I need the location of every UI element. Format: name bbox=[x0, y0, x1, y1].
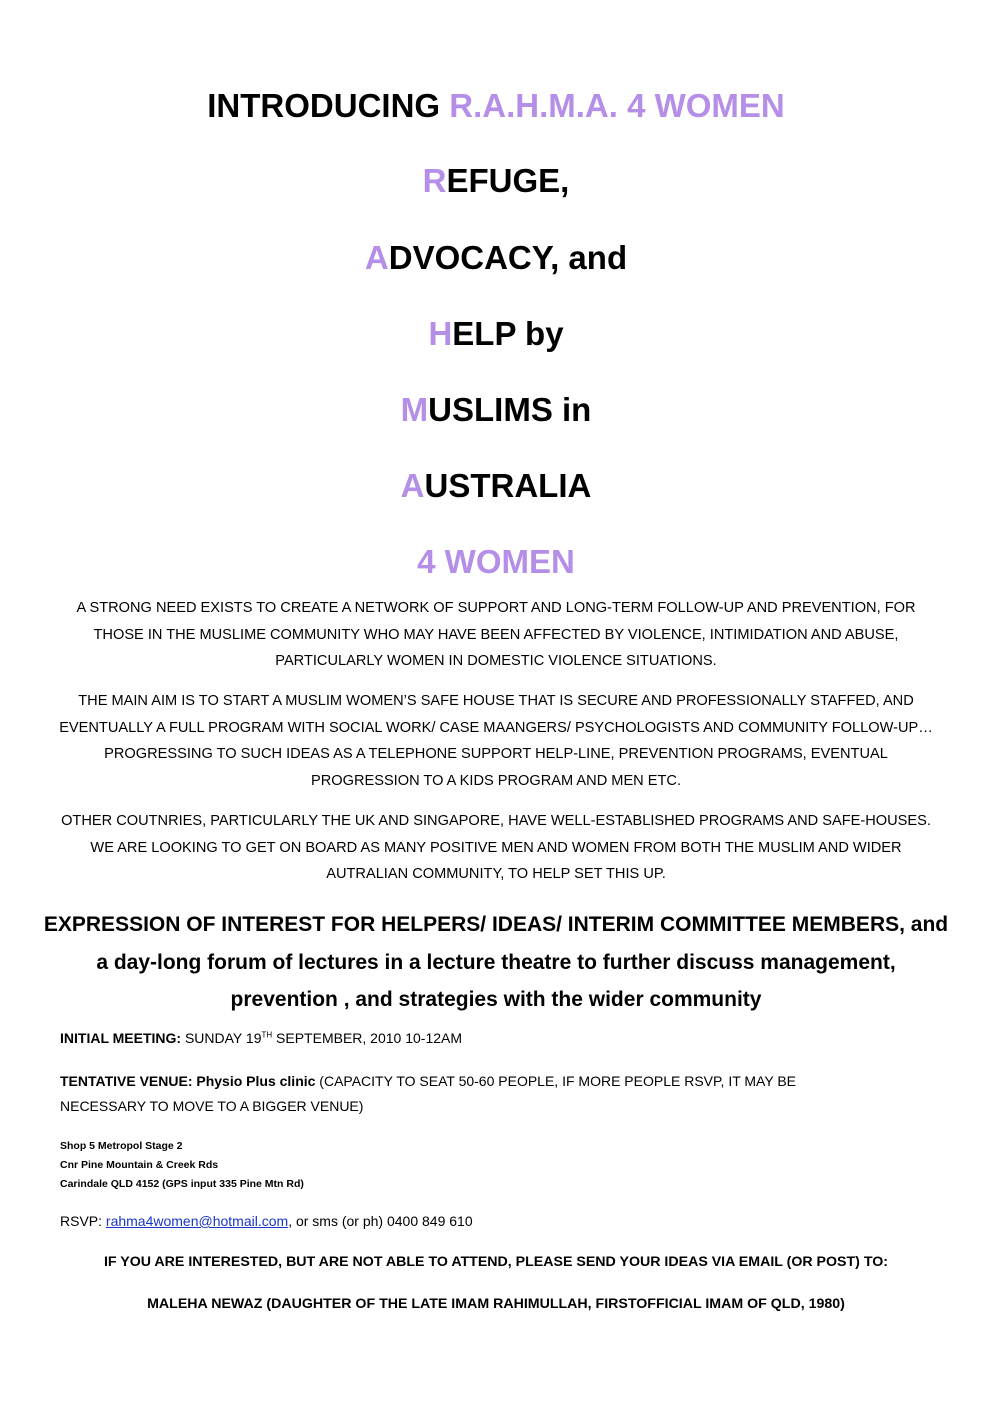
meeting-label: INITIAL MEETING: bbox=[60, 1030, 182, 1046]
acronym-letter: A bbox=[400, 467, 425, 504]
title-prefix: INTRODUCING bbox=[207, 87, 450, 124]
acronym-line-help bbox=[0, 314, 992, 354]
acronym-letter: A bbox=[364, 239, 389, 276]
rsvp-label: RSVP: bbox=[60, 1213, 106, 1229]
meeting-day-suffix: TH bbox=[261, 1030, 273, 1040]
title-4-women: 4 WOMEN bbox=[417, 543, 575, 580]
acronym-word: USTRALIA bbox=[424, 467, 592, 504]
rsvp-contact: , or sms (or ph) 0400 849 610 bbox=[288, 1213, 473, 1229]
rsvp-email-link[interactable]: rahma4women@hotmail.com bbox=[105, 1213, 289, 1229]
acronym-word: DVOCACY, and bbox=[388, 239, 628, 276]
venue-note-line1: (CAPACITY TO SEAT 50-60 PEOPLE, IF MORE PEOPLE RSVP, IT MAY BE bbox=[315, 1073, 797, 1089]
acronym-line-refuge bbox=[0, 161, 992, 201]
acronym-word: ELP by bbox=[452, 315, 564, 352]
paragraph-need: A STRONG NEED EXISTS TO CREATE A NETWORK OF SUPPORT AND LONG-TERM FOLLOW-UP AND PREVENTION, FOR THOSE IN THE MUSLIME COMMUNITY WHO MAY HAVE BEEN AFFECTED BY VIOLENCE, INTIMIDATION AND ABUSE, PARTICULARLY WOMEN IN DOMESTIC VIOLENCE SITUATIONS. bbox=[76, 600, 916, 669]
paragraph-other-countries: OTHER COUTNRIES, PARTICULARLY THE UK AND SINGAPORE, HAVE WELL-ESTABLISHED PROGRAMS AND SAFE-HOUSES. WE ARE LOOKING TO GET ON BOARD AS MANY POSITIVE MEN AND WOMEN FROM BOTH THE MUSLIM AND WIDER AUTRALIAN COMMUNITY, TO HELP SET THIS UP. bbox=[61, 813, 931, 882]
acronym-letter: H bbox=[428, 315, 453, 352]
title-introducing bbox=[0, 86, 992, 126]
acronym-word: EFUGE, bbox=[446, 162, 570, 199]
closing-instruction: IF YOU ARE INTERESTED, BUT ARE NOT ABLE TO ATTEND, PLEASE SEND YOUR IDEAS VIA EMAIL (OR POST) TO: bbox=[103, 1254, 889, 1270]
address-line: Shop 5 Metropol Stage 2 bbox=[60, 1140, 183, 1152]
meeting-date-time: SEPTEMBER, 2010 10-12AM bbox=[272, 1030, 463, 1046]
acronym-letter: M bbox=[400, 391, 429, 428]
initial-meeting bbox=[60, 1028, 462, 1048]
address-line: Carindale QLD 4152 (GPS input 335 Pine Mtn Rd) bbox=[60, 1178, 304, 1190]
contact-name: MALEHA NEWAZ (DAUGHTER OF THE LATE IMAM RAHIMULLAH, FIRSTOFFICIAL IMAM OF QLD, 1980) bbox=[147, 1296, 845, 1312]
meeting-day: SUNDAY 19 bbox=[181, 1030, 262, 1046]
expression-of-interest-heading: EXPRESSION OF INTEREST FOR HELPERS/ IDEAS/ INTERIM COMMITTEE MEMBERS, and a day-long forum of lectures in a lecture theatre to further discuss management, prevention , and strategies with the wider community bbox=[43, 913, 949, 1011]
title-accent: R.A.H.M.A. 4 WOMEN bbox=[449, 87, 785, 124]
venue-note-line2: NECESSARY TO MOVE TO A BIGGER VENUE) bbox=[60, 1098, 364, 1114]
tentative-venue bbox=[60, 1071, 796, 1091]
venue-label: TENTATIVE VENUE: Physio Plus clinic bbox=[60, 1073, 316, 1089]
acronym-word: USLIMS in bbox=[428, 391, 592, 428]
paragraph-aim: THE MAIN AIM IS TO START A MUSLIM WOMEN’S SAFE HOUSE THAT IS SECURE AND PROFESSIONALLY STAFFED, AND EVENTUALLY A FULL PROGRAM WITH SOCIAL WORK/ CASE MAANGERS/ PSYCHOLOGISTS AND COMMUNITY FOLLOW-UP… PROGRESSING TO SUCH IDEAS AS A TELEPHONE SUPPORT HELP-LINE, PREVENTION PROGRAMS, EVENTUAL PROGRESSION TO A KIDS PROGRAM AND MEN ETC. bbox=[59, 693, 933, 789]
acronym-letter: R bbox=[422, 162, 447, 199]
address-line: Cnr Pine Mountain & Creek Rds bbox=[60, 1159, 219, 1171]
acronym-line-australia bbox=[0, 466, 992, 506]
rsvp-line bbox=[60, 1211, 473, 1231]
acronym-line-muslims bbox=[0, 390, 992, 430]
acronym-line-advocacy bbox=[0, 238, 992, 278]
